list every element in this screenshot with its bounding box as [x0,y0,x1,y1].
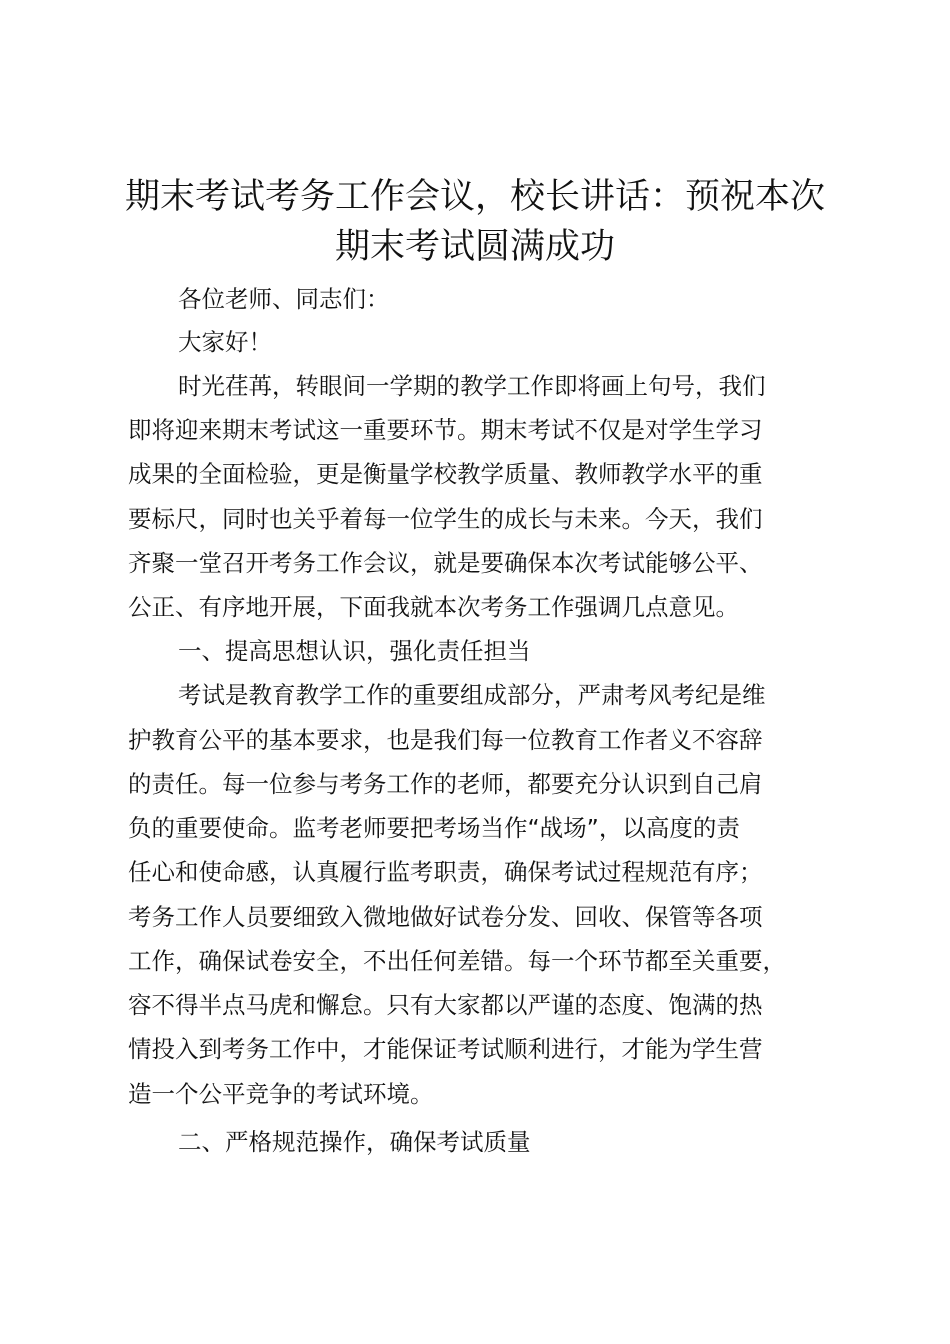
paragraph-line: 即将迎来期末考试这一重要环节。期末考试不仅是对学生学习 [128,416,763,444]
paragraph-line: 公正、有序地开展，下面我就本次考务工作强调几点意见。 [128,593,739,621]
section-heading-2: 二、严格规范操作，确保考试质量 [178,1128,531,1156]
paragraph-line: 时光荏苒，转眼间一学期的教学工作即将画上句号，我们 [178,372,766,400]
paragraph-line: 要标尺，同时也关乎着每一位学生的成长与未来。今天，我们 [128,505,763,533]
paragraph-line: 工作，确保试卷安全，不出任何差错。每一个环节都至关重要， [128,947,786,975]
greeting: 大家好！ [178,328,272,356]
paragraph-line: 的责任。每一位参与考务工作的老师，都要充分认识到自己肩 [128,770,763,798]
title-line-1: 期末考试考务工作会议，校长讲话：预祝本次 [124,177,825,217]
paragraph-line: 负的重要使命。监考老师要把考场当作“战场”，以高度的责 [128,814,740,842]
section-heading-1: 一、提高思想认识，强化责任担当 [178,637,531,665]
paragraph-line: 护教育公平的基本要求，也是我们每一位教育工作者义不容辞 [128,726,763,754]
paragraph-line: 齐聚一堂召开考务工作会议，就是要确保本次考试能够公平、 [128,549,763,577]
paragraph-line: 成果的全面检验，更是衡量学校教学质量、教师教学水平的重 [128,460,763,488]
paragraph-line: 造一个公平竞争的考试环境。 [128,1080,434,1108]
title-line-2: 期末考试圆满成功 [334,227,615,267]
paragraph-line: 考务工作人员要细致入微地做好试卷分发、回收、保管等各项 [128,903,763,931]
document-title [100,172,850,272]
paragraph-line: 容不得半点马虎和懈怠。只有大家都以严谨的态度、饱满的热 [128,991,763,1019]
salutation: 各位老师、同志们： [178,285,390,313]
paragraph-line: 情投入到考务工作中，才能保证考试顺利进行，才能为学生营 [128,1035,763,1063]
paragraph-line: 任心和使命感，认真履行监考职责，确保考试过程规范有序； [128,858,763,886]
paragraph-line: 考试是教育教学工作的重要组成部分，严肃考风考纪是维 [178,681,766,709]
